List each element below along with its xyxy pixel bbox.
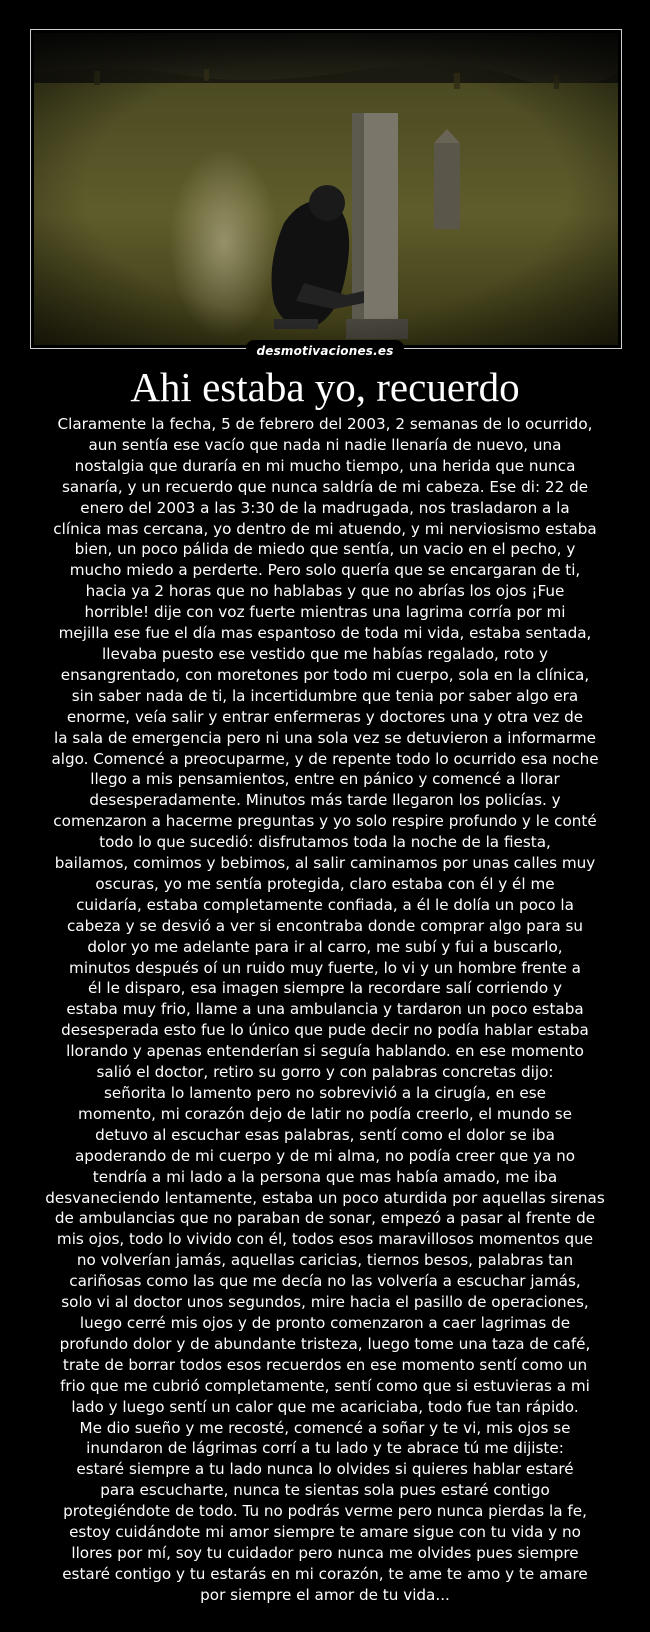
body-line: sin saber nada de ti, la incertidumbre que tenia por saber algo era — [71, 686, 579, 705]
body-line: aun sentía ese vacío que nada ni nadie llenaría de nuevo, una — [88, 435, 562, 454]
body-line: momento, mi corazón dejo de latir no podía creerlo, el mundo se — [78, 1104, 572, 1123]
poster-body-text — [14, 414, 636, 1606]
body-line: de ambulancias que no paraban de sonar, empezó a pasar al frente de — [54, 1209, 596, 1228]
body-line: horrible! dije con voz fuerte mientras una lagrima corría por mi — [84, 603, 566, 622]
body-line: mis ojos, todo lo vivido con él, todos esos maravillosos momentos que — [56, 1230, 594, 1249]
body-line: Claramente la fecha, 5 de febrero del 2003, 2 semanas de lo ocurrido, — [57, 415, 593, 433]
body-line: cabeza y se desvió a ver si encontraba donde comprar algo para su — [66, 916, 584, 935]
body-line: Me dio sueño y me recosté, comencé a soñar y te vi, mis ojos se — [79, 1418, 571, 1437]
body-line: para escucharte, nunca te sientas sola pues estaré contigo — [100, 1481, 550, 1500]
body-line: llorando y apenas entenderían si seguía hablando. en ese momento — [66, 1042, 584, 1061]
body-line: bailamos, comimos y bebimos, al salir caminamos por unas calles muy — [54, 854, 596, 873]
poster-title: Ahi estaba yo, recuerdo — [130, 364, 520, 410]
body-line: sanaría, y un recuerdo que nunca saldría de mi cabeza. Ese di: 22 de — [61, 477, 589, 496]
body-line: llores por mí, soy tu cuidador pero nunca me olvides pues siempre — [71, 1543, 579, 1562]
body-line: algo. Comencé a preocuparme, y de repente todo lo ocurrido esa noche — [51, 749, 599, 768]
cemetery-photo-icon — [34, 33, 618, 345]
body-line: salió el doctor, retiro su gorro y con palabras concretas dijo: — [96, 1063, 554, 1082]
body-line: minutos después oí un ruido muy fuerte, lo vi y un hombre frente a — [69, 958, 581, 977]
body-line: mejilla ese fue el día mas espantoso de toda mi vida, estaba sentada, — [58, 624, 592, 643]
body-line: cariñosas como las que me decía no las volvería a escuchar jamás, — [69, 1272, 581, 1291]
body-line: no volverían jamás, aquellas caricias, tiernos besos, palabras tan — [76, 1251, 574, 1270]
watermark-text: desmotivaciones.es — [256, 344, 394, 358]
body-line: apoderando de mi cuerpo y de mi alma, no podía creer que ya no — [74, 1146, 576, 1165]
watermark-badge — [246, 340, 404, 356]
body-line: protegiéndote de todo. Tu no podrás verme pero nunca pierdas la fe, — [63, 1502, 587, 1521]
body-line: todo lo que sucedió: disfrutamos toda la noche de la fiesta, — [99, 833, 551, 852]
body-line: bien, un poco pálida de miedo que sentía, un vacio en el pecho, y — [74, 540, 576, 559]
body-line: desesperada esto fue lo único que pude decir no podía hablar estaba — [61, 1021, 589, 1040]
body-line: él le disparo, esa imagen siempre la recordare salí corriendo y — [87, 979, 563, 998]
body-line: profundo dolor y de abundante tristeza, luego tome una taza de café, — [59, 1334, 591, 1353]
body-line: estaré contigo y tu estarás en mi corazón, te ame te amo y te amare — [62, 1564, 588, 1583]
cemetery-photo — [34, 33, 618, 345]
body-line: estoy cuidándote mi amor siempre te amare sigue con tu vida y no — [69, 1523, 581, 1542]
body-line: mucho miedo a perderte. Pero solo quería que se encargaran de ti, — [69, 561, 581, 580]
body-line: por siempre el amor de tu vida... — [200, 1585, 450, 1604]
body-line: ensangrentado, con moretones por todo mi cuerpo, sola en la clínica, — [60, 665, 590, 684]
body-line: señorita lo lamento pero no sobrevivió a la cirugía, en ese — [104, 1084, 546, 1102]
body-line: desvaneciendo lentamente, estaba un poco aturdida por aquellas sirenas — [45, 1188, 605, 1207]
body-line: clínica mas cercana, yo dentro de mi atuendo, y mi nerviosismo estaba — [53, 519, 597, 538]
body-line: lado y luego sentí un calor que me acariciaba, todo fue tan rápido. — [71, 1397, 579, 1416]
body-line: detuvo al escuchar esas palabras, sentí como el dolor se iba — [95, 1125, 555, 1144]
body-line: nostalgia que duraría en mi mucho tiempo, una herida que nunca — [74, 456, 576, 475]
body-line: luego cerré mis ojos y de pronto comenzaron a caer lagrimas de — [79, 1313, 571, 1332]
body-line: la sala de emergencia pero ni una sola vez se detuvieron a informarme — [54, 728, 596, 747]
body-line: cuidaría, estaba completamente confiada, a él le dolía un poco la — [76, 895, 574, 914]
body-line: hacia ya 2 horas que no hablabas y que no abrías los ojos ¡Fue — [85, 582, 565, 601]
body-line: oscuras, yo me sentía protegida, claro estaba con él y él me — [95, 874, 555, 893]
body-line: enero del 2003 a las 3:30 de la madrugada, nos trasladaron a la — [80, 498, 570, 517]
photo-frame — [30, 29, 622, 349]
body-line: estaré siempre a tu lado nunca lo olvides si quieres hablar estaré — [76, 1460, 574, 1479]
body-line: llevaba puesto ese vestido que me habías regalado, roto y — [102, 644, 548, 663]
body-line: estaba muy frio, llame a una ambulancia y tardaron un poco estaba — [66, 1000, 584, 1019]
body-line: llego a mis pensamientos, entre en pánico y comencé a llorar — [90, 770, 560, 789]
body-line: trate de borrar todos esos recuerdos en ese momento sentí como un — [62, 1355, 588, 1374]
body-line: solo vi al doctor unos segundos, mire hacia el pasillo de operaciones, — [61, 1293, 589, 1312]
body-line: dolor yo me adelante para ir al carro, me subí y fui a buscarlo, — [87, 937, 563, 956]
body-line: inundaron de lágrimas corrí a tu lado y te abrace tú me dijiste: — [86, 1439, 564, 1458]
body-line: frio que me cubrió completamente, sentí como que si estuvieras a mi — [60, 1376, 590, 1395]
body-line: tendría a mi lado a la persona que mas había amado, me iba — [92, 1167, 558, 1186]
body-line: comenzaron a hacerme preguntas y yo solo respire profundo y le conté — [53, 812, 597, 831]
body-line: enorme, veía salir y entrar enfermeras y doctores una y otra vez de — [66, 707, 584, 726]
body-line: desesperadamente. Minutos más tarde llegaron los policías. y — [89, 791, 561, 810]
